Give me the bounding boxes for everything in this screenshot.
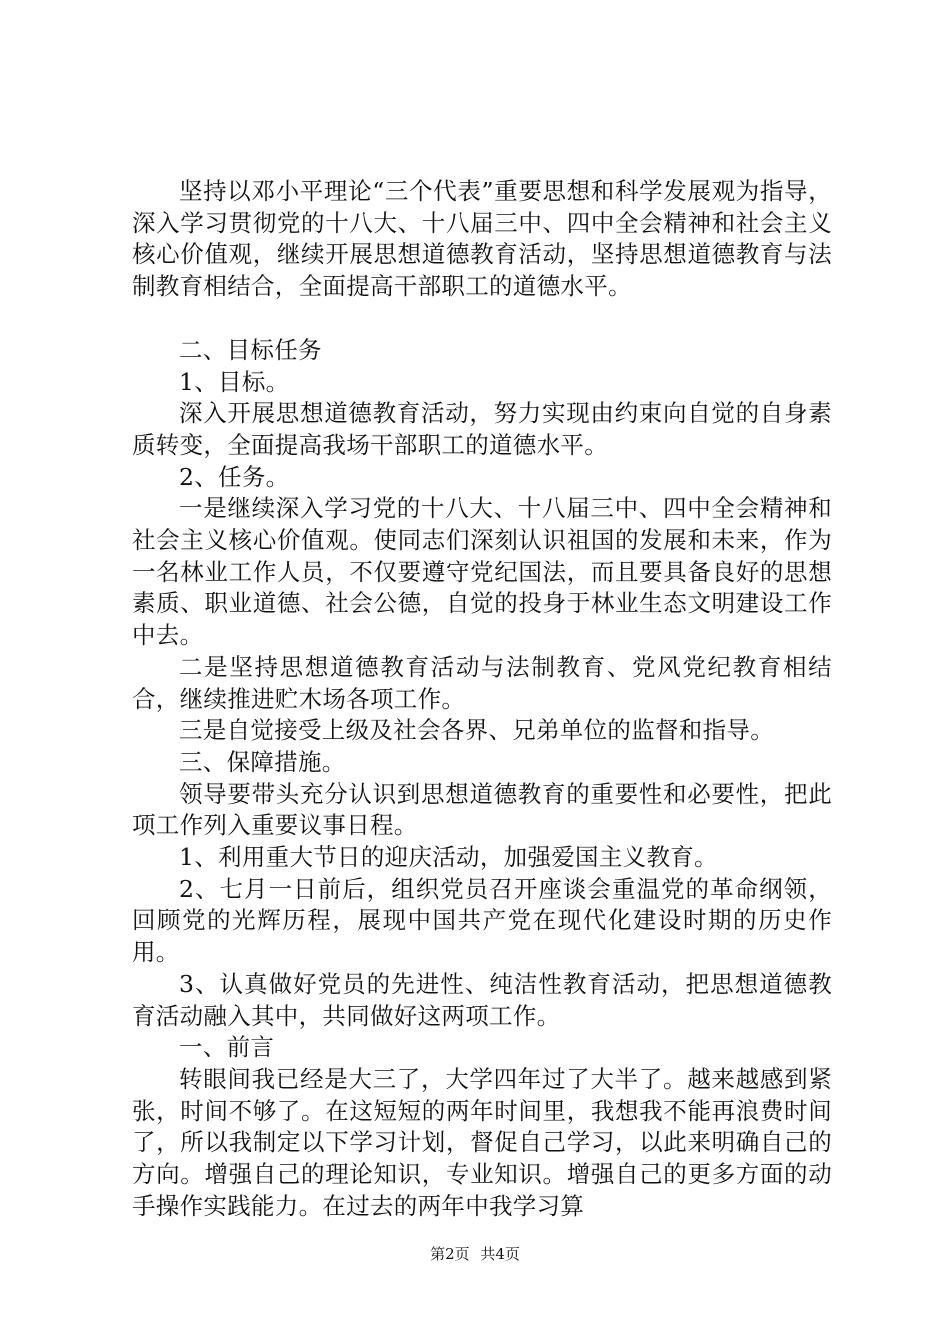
paragraph-measure-two: 2、七月一日前后，组织党员召开座谈会重温党的革命纲领，回顾党的光辉历程，展现中国共产党在现代化建设时期的历史作用。 bbox=[132, 874, 832, 967]
paragraph-preface: 转眼间我已经是大三了，大学四年过了大半了。越来越感到紧张，时间不够了。在这短短的两年时间里，我想我不能再浪费时间了，所以我制定以下学习计划，督促自己学习，以此来明确自己的方向。增强自己的理论知识，专业知识。增强自己的更多方面的动手操作实践能力。在过去的两年中我学习算 bbox=[132, 1064, 832, 1220]
page-footer bbox=[0, 1244, 950, 1264]
heading-safeguards: 三、保障措施。 bbox=[179, 747, 346, 776]
subheading-goal: 1、目标。 bbox=[179, 367, 290, 396]
subheading-tasks: 2、任务。 bbox=[179, 462, 290, 491]
paragraph-task-one: 一是继续深入学习党的十八大、十八届三中、四中全会精神和社会主义核心价值观。使同志们深刻认识祖国的发展和未来，作为一名林业工作人员，不仅要遵守党纪国法，而且要具备良好的思想素质、职业道德、社会公德，自觉的投身于林业生态文明建设工作中去。 bbox=[132, 494, 832, 650]
paragraph-goal: 深入开展思想道德教育活动，努力实现由约束向自觉的自身素质转变，全面提高我场干部职工的道德水平。 bbox=[132, 399, 832, 459]
page-number: 第2页 bbox=[430, 1245, 470, 1263]
paragraph-leadership: 领导要带头充分认识到思想道德教育的重要性和必要性，把此项工作列入重要议事日程。 bbox=[132, 779, 832, 840]
document-body bbox=[132, 176, 832, 1223]
heading-goals-tasks: 二、目标任务 bbox=[179, 335, 322, 364]
paragraph-task-two: 二是坚持思想道德教育活动与法制教育、党风党纪教育相结合，继续推进贮木场各项工作。 bbox=[132, 652, 832, 713]
paragraph-measure-one: 1、利用重大节日的迎庆活动，加强爱国主义教育。 bbox=[179, 843, 718, 872]
heading-preface: 一、前言 bbox=[179, 1033, 275, 1062]
paragraph-measure-three: 3、认真做好党员的先进性、纯洁性教育活动，把思想道德教育活动融入其中，共同做好这两项工作。 bbox=[132, 969, 832, 1030]
paragraph-task-three: 三是自觉接受上级及社会各界、兄弟单位的监督和指导。 bbox=[179, 716, 774, 745]
page-total: 共4页 bbox=[480, 1245, 520, 1263]
paragraph-guiding-ideology: 坚持以邓小平理论“三个代表”重要思想和科学发展观为指导，深入学习贯彻党的十八大、十八届三中、四中全会精神和社会主义核心价值观，继续开展思想道德教育活动，坚持思想道德教育与法制教育相结合，全面提高干部职工的道德水平。 bbox=[132, 177, 832, 301]
